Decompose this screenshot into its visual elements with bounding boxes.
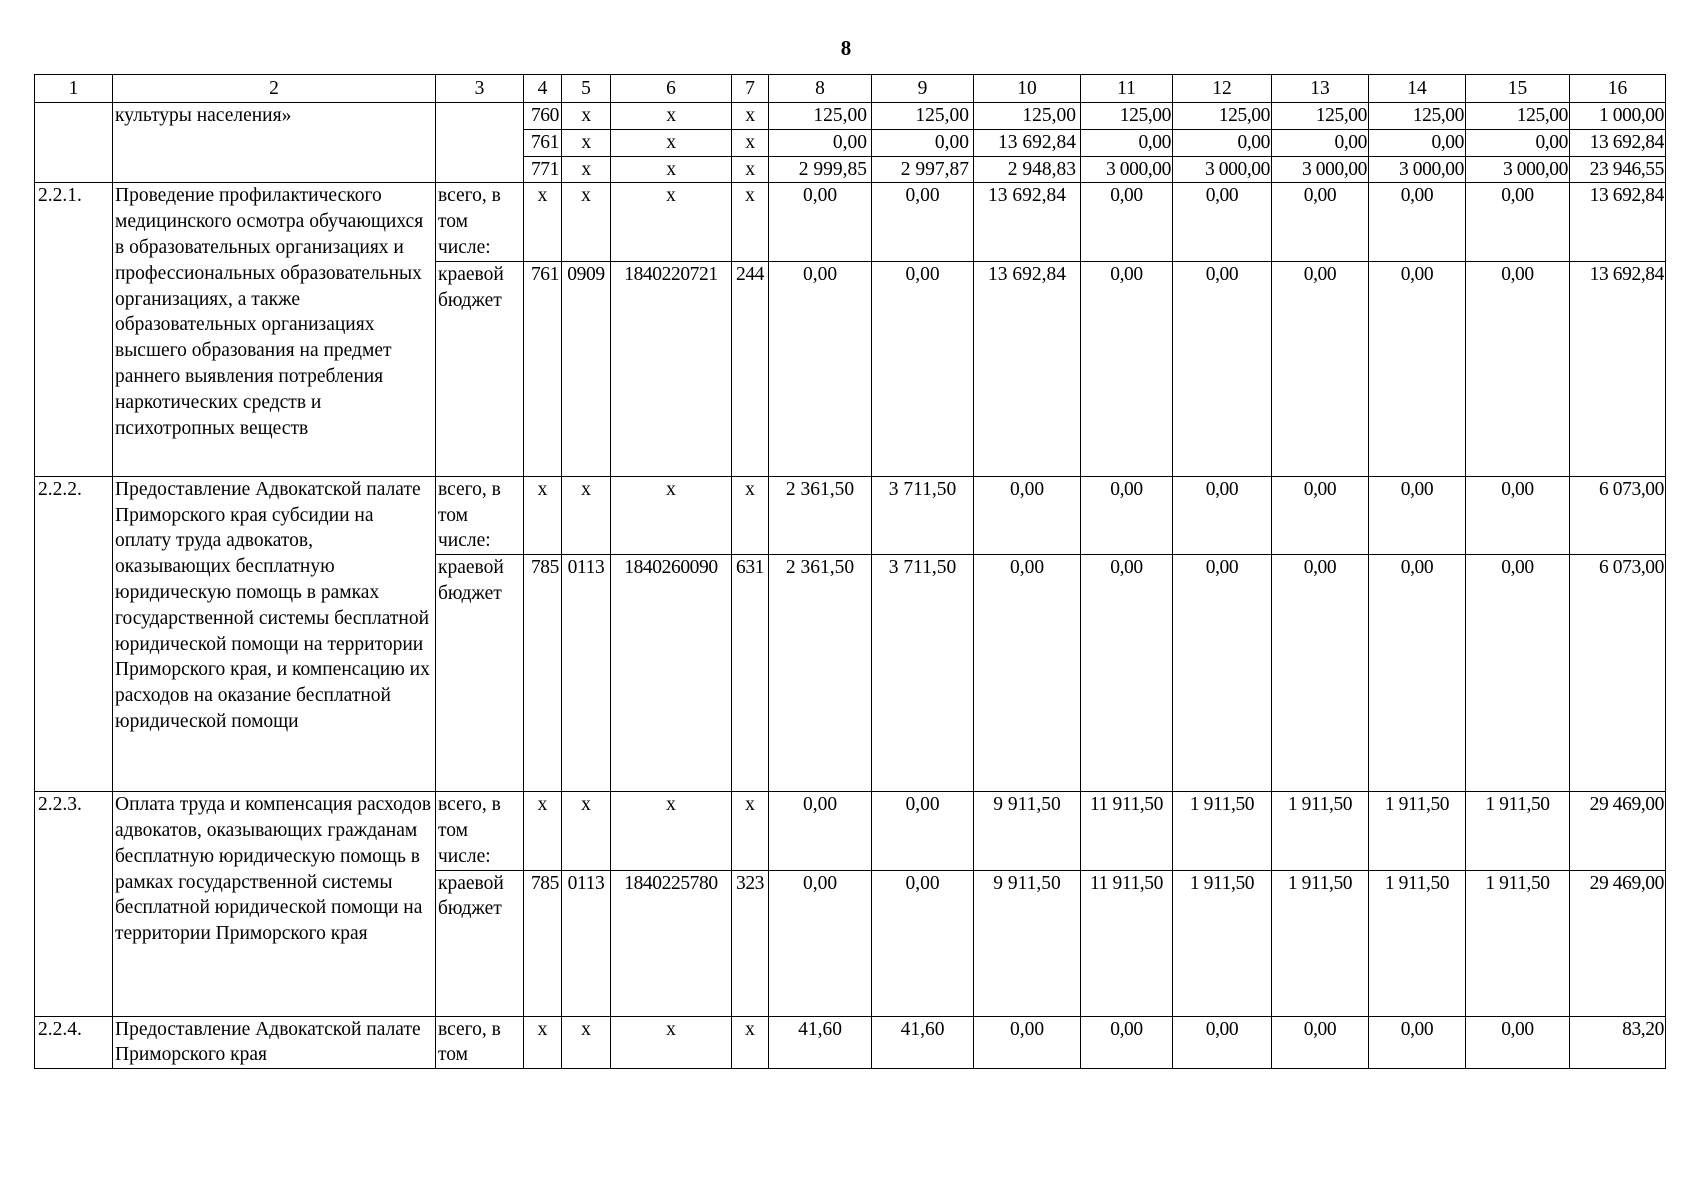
- amount-cell: 13 692,84: [974, 261, 1081, 476]
- ministry-code: 785: [524, 870, 562, 1016]
- item-description: Предоставление Адвокатской палате Приморского края: [113, 1016, 436, 1069]
- ministry-code: 761: [524, 129, 562, 156]
- amount-cell: 125,00: [1081, 103, 1173, 130]
- expense-type-code: 323: [732, 870, 769, 1016]
- column-header: 5: [562, 75, 611, 103]
- ministry-code: х: [524, 1016, 562, 1069]
- amount-cell: 0,00: [1272, 129, 1369, 156]
- target-article-code: х: [611, 129, 732, 156]
- amount-cell: 9 911,50: [974, 792, 1081, 870]
- column-header: 8: [769, 75, 872, 103]
- table-row: [35, 476, 1666, 554]
- amount-cell: 0,00: [872, 870, 974, 1016]
- amount-cell: 1 911,50: [1272, 870, 1369, 1016]
- page-number: 8: [840, 36, 852, 60]
- amount-cell: 125,00: [1272, 103, 1369, 130]
- amount-cell: 125,00: [769, 103, 872, 130]
- amount-cell: 1 911,50: [1369, 792, 1466, 870]
- amount-cell: 83,20: [1570, 1016, 1666, 1069]
- amount-cell: 0,00: [1272, 555, 1369, 792]
- expense-type-code: 631: [732, 555, 769, 792]
- ministry-code: 761: [524, 261, 562, 476]
- expense-type-code: х: [732, 792, 769, 870]
- amount-cell: 41,60: [872, 1016, 974, 1069]
- amount-cell: 3 000,00: [1272, 156, 1369, 183]
- amount-cell: 9 911,50: [974, 870, 1081, 1016]
- item-code: 2.2.1.: [35, 183, 113, 476]
- amount-cell: 0,00: [1272, 261, 1369, 476]
- amount-cell: 0,00: [1369, 183, 1466, 261]
- target-article-code: 1840225780: [611, 870, 732, 1016]
- amount-cell: 0,00: [1272, 476, 1369, 554]
- amount-cell: 0,00: [1173, 555, 1272, 792]
- target-article-code: 1840220721: [611, 261, 732, 476]
- column-header: 7: [732, 75, 769, 103]
- category-total: всего, в том числе:: [436, 792, 524, 870]
- amount-cell: 3 000,00: [1369, 156, 1466, 183]
- amount-cell: 0,00: [1466, 476, 1570, 554]
- category-total: всего, в том числе:: [436, 476, 524, 554]
- budget-table: [34, 74, 1666, 1069]
- ministry-code: 771: [524, 156, 562, 183]
- amount-cell: 1 911,50: [1466, 870, 1570, 1016]
- table-row: [35, 792, 1666, 870]
- amount-cell: 2 997,87: [872, 156, 974, 183]
- ministry-code: х: [524, 183, 562, 261]
- amount-cell: 41,60: [769, 1016, 872, 1069]
- amount-cell: 0,00: [872, 129, 974, 156]
- amount-cell: 2 361,50: [769, 476, 872, 554]
- table-row: [35, 183, 1666, 261]
- column-header: 9: [872, 75, 974, 103]
- amount-cell: 29 469,00: [1570, 792, 1666, 870]
- column-header: 12: [1173, 75, 1272, 103]
- amount-cell: 0,00: [1369, 476, 1466, 554]
- amount-cell: 13 692,84: [1570, 183, 1666, 261]
- amount-cell: 125,00: [1173, 103, 1272, 130]
- amount-cell: 0,00: [1173, 261, 1272, 476]
- column-header: 3: [436, 75, 524, 103]
- item-description: Проведение профилактического медицинского осмотра обучающихся в образовательных организациях и профессиональных образовательных организациях, а также образовательных организациях высшего образования на предмет раннего выявления потребления наркотических средств и психотропных веществ: [113, 183, 436, 476]
- amount-cell: 0,00: [1173, 183, 1272, 261]
- amount-cell: 23 946,55: [1570, 156, 1666, 183]
- section-code: х: [562, 103, 611, 130]
- amount-cell: 0,00: [1081, 261, 1173, 476]
- amount-cell: 0,00: [1466, 261, 1570, 476]
- amount-cell: 0,00: [1466, 183, 1570, 261]
- amount-cell: 0,00: [1081, 183, 1173, 261]
- amount-cell: 0,00: [1369, 1016, 1466, 1069]
- column-header: 2: [113, 75, 436, 103]
- item-description: Предоставление Адвокатской палате Приморского края субсидии на оплату труда адвокатов, оказывающих бесплатную юридическую помощь в рамках государственной системы бесплатной юридической помощи на территории Приморского края, и компенсацию их расходов на оказание бесплатной юридической помощи: [113, 476, 436, 791]
- category-cell: [436, 103, 524, 183]
- amount-cell: 0,00: [769, 129, 872, 156]
- expense-type-code: х: [732, 129, 769, 156]
- amount-cell: 0,00: [769, 792, 872, 870]
- amount-cell: 0,00: [1466, 555, 1570, 792]
- amount-cell: 125,00: [1369, 103, 1466, 130]
- amount-cell: 3 000,00: [1173, 156, 1272, 183]
- amount-cell: 13 692,84: [974, 129, 1081, 156]
- amount-cell: 0,00: [1272, 1016, 1369, 1069]
- amount-cell: 0,00: [974, 476, 1081, 554]
- amount-cell: 2 948,83: [974, 156, 1081, 183]
- item-description: культуры населения»: [113, 103, 436, 183]
- amount-cell: 0,00: [974, 1016, 1081, 1069]
- amount-cell: 0,00: [1466, 1016, 1570, 1069]
- expense-type-code: х: [732, 156, 769, 183]
- amount-cell: 0,00: [1369, 261, 1466, 476]
- amount-cell: 0,00: [1466, 129, 1570, 156]
- amount-cell: 0,00: [769, 183, 872, 261]
- amount-cell: 0,00: [974, 555, 1081, 792]
- section-code: х: [562, 156, 611, 183]
- amount-cell: 6 073,00: [1570, 555, 1666, 792]
- amount-cell: 0,00: [1081, 476, 1173, 554]
- ministry-code: 760: [524, 103, 562, 130]
- section-code: 0113: [562, 870, 611, 1016]
- item-code-cell: [35, 103, 113, 183]
- amount-cell: 0,00: [769, 261, 872, 476]
- amount-cell: 13 692,84: [1570, 261, 1666, 476]
- expense-type-code: х: [732, 183, 769, 261]
- category-regional-budget: краевой бюджет: [436, 555, 524, 792]
- amount-cell: 1 911,50: [1173, 870, 1272, 1016]
- ministry-code: х: [524, 792, 562, 870]
- table-row: [35, 103, 1666, 130]
- item-code: 2.2.2.: [35, 476, 113, 791]
- amount-cell: 13 692,84: [974, 183, 1081, 261]
- category-total: всего, в том: [436, 1016, 524, 1069]
- section-code: х: [562, 1016, 611, 1069]
- amount-cell: 125,00: [974, 103, 1081, 130]
- amount-cell: 1 911,50: [1369, 870, 1466, 1016]
- section-code: х: [562, 129, 611, 156]
- amount-cell: 0,00: [1173, 476, 1272, 554]
- amount-cell: 1 000,00: [1570, 103, 1666, 130]
- column-header: 13: [1272, 75, 1369, 103]
- category-regional-budget: краевой бюджет: [436, 261, 524, 476]
- amount-cell: 3 000,00: [1466, 156, 1570, 183]
- section-code: х: [562, 476, 611, 554]
- category-total: всего, в том числе:: [436, 183, 524, 261]
- column-header: 6: [611, 75, 732, 103]
- amount-cell: 3 711,50: [872, 476, 974, 554]
- amount-cell: 2 361,50: [769, 555, 872, 792]
- amount-cell: 0,00: [1369, 555, 1466, 792]
- amount-cell: 0,00: [1081, 1016, 1173, 1069]
- amount-cell: 0,00: [769, 870, 872, 1016]
- amount-cell: 0,00: [1369, 129, 1466, 156]
- ministry-code: х: [524, 476, 562, 554]
- target-article-code: 1840260090: [611, 555, 732, 792]
- amount-cell: 3 711,50: [872, 555, 974, 792]
- amount-cell: 3 000,00: [1081, 156, 1173, 183]
- amount-cell: 0,00: [1272, 183, 1369, 261]
- amount-cell: 125,00: [1466, 103, 1570, 130]
- column-header: 4: [524, 75, 562, 103]
- category-regional-budget: краевой бюджет: [436, 870, 524, 1016]
- expense-type-code: х: [732, 103, 769, 130]
- target-article-code: х: [611, 1016, 732, 1069]
- amount-cell: 0,00: [1081, 129, 1173, 156]
- column-header: 1: [35, 75, 113, 103]
- amount-cell: 0,00: [1081, 555, 1173, 792]
- item-code: 2.2.3.: [35, 792, 113, 1016]
- amount-cell: 0,00: [872, 183, 974, 261]
- amount-cell: 29 469,00: [1570, 870, 1666, 1016]
- item-code: 2.2.4.: [35, 1016, 113, 1069]
- section-code: 0113: [562, 555, 611, 792]
- column-header: 14: [1369, 75, 1466, 103]
- amount-cell: 11 911,50: [1081, 792, 1173, 870]
- amount-cell: 2 999,85: [769, 156, 872, 183]
- amount-cell: 1 911,50: [1173, 792, 1272, 870]
- column-header: 11: [1081, 75, 1173, 103]
- amount-cell: 1 911,50: [1272, 792, 1369, 870]
- amount-cell: 6 073,00: [1570, 476, 1666, 554]
- amount-cell: 0,00: [872, 261, 974, 476]
- target-article-code: х: [611, 156, 732, 183]
- section-code: 0909: [562, 261, 611, 476]
- section-code: х: [562, 183, 611, 261]
- table-row: [35, 1016, 1666, 1069]
- target-article-code: х: [611, 476, 732, 554]
- section-code: х: [562, 792, 611, 870]
- ministry-code: 785: [524, 555, 562, 792]
- target-article-code: х: [611, 792, 732, 870]
- amount-cell: 11 911,50: [1081, 870, 1173, 1016]
- target-article-code: х: [611, 183, 732, 261]
- target-article-code: х: [611, 103, 732, 130]
- amount-cell: 0,00: [1173, 129, 1272, 156]
- item-description: Оплата труда и компенсация расходов адвокатов, оказывающих гражданам бесплатную юридическую помощь в рамках государственной системы бесплатной юридической помощи на территории Приморского края: [113, 792, 436, 1016]
- amount-cell: 0,00: [872, 792, 974, 870]
- amount-cell: 1 911,50: [1466, 792, 1570, 870]
- amount-cell: 125,00: [872, 103, 974, 130]
- table-header-row: [35, 75, 1666, 103]
- column-header: 15: [1466, 75, 1570, 103]
- amount-cell: 13 692,84: [1570, 129, 1666, 156]
- expense-type-code: 244: [732, 261, 769, 476]
- amount-cell: 0,00: [1173, 1016, 1272, 1069]
- expense-type-code: х: [732, 476, 769, 554]
- expense-type-code: х: [732, 1016, 769, 1069]
- column-header: 16: [1570, 75, 1666, 103]
- column-header: 10: [974, 75, 1081, 103]
